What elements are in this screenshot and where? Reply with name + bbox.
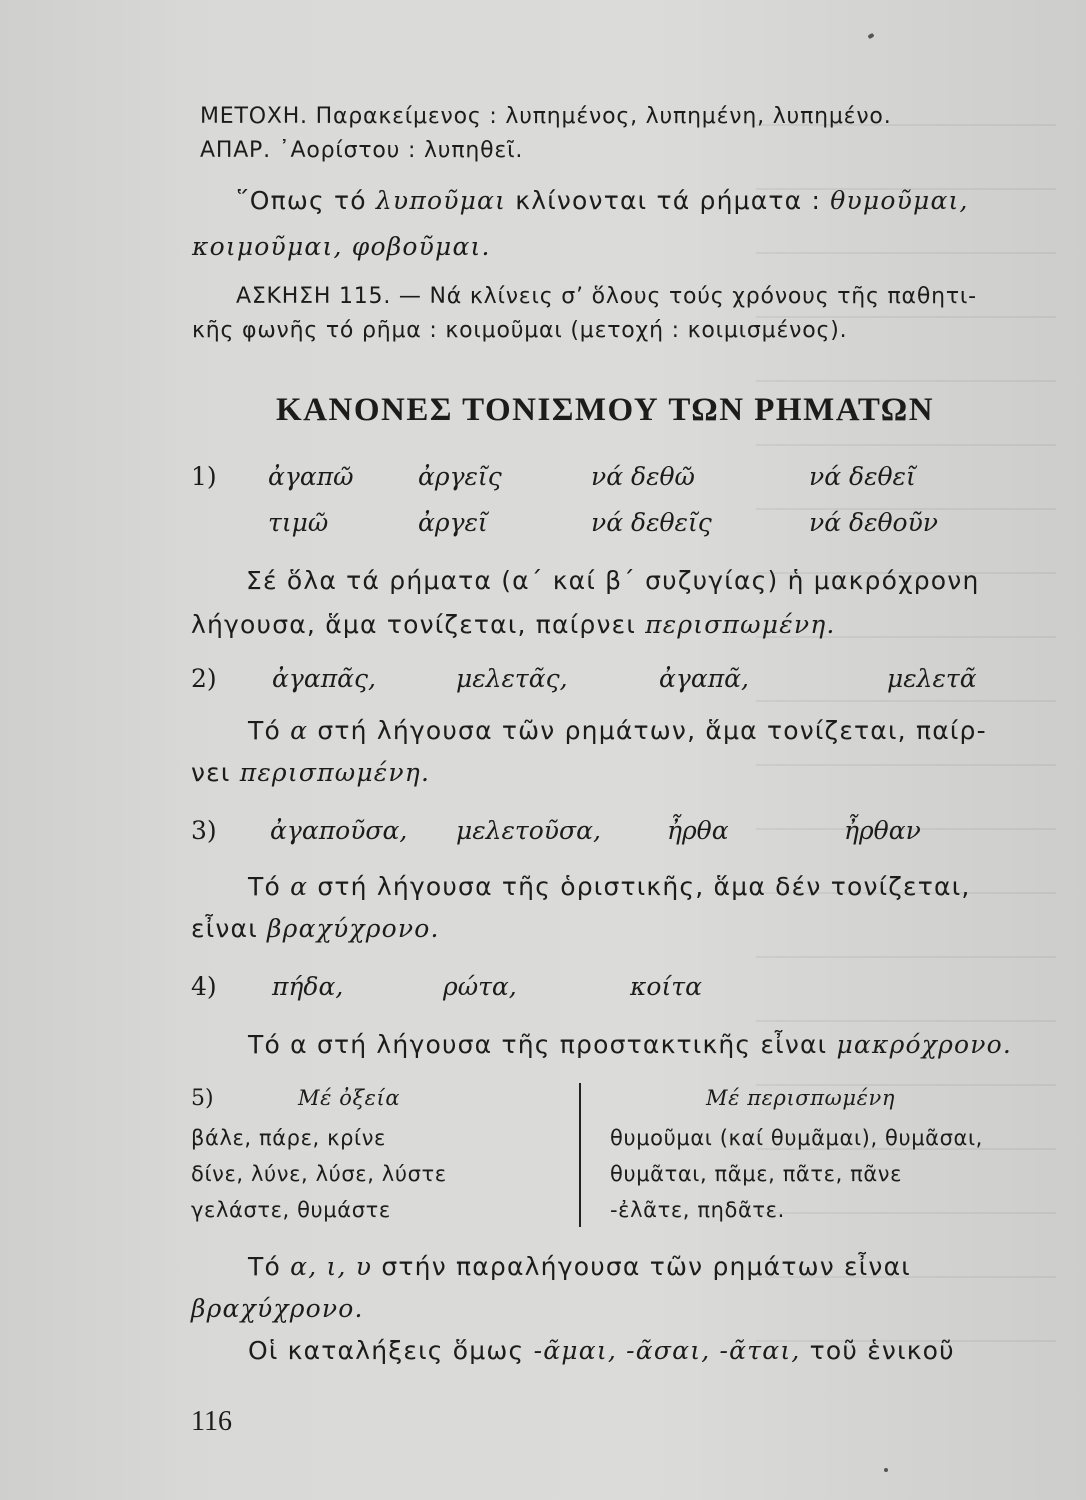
- rule3-text-2: [191, 914, 440, 943]
- rule5-right-line: θυμᾶται, πᾶμε, πᾶτε, πᾶνε: [610, 1162, 903, 1186]
- opos-italic-verb-2: θυμοῦμαι,: [830, 186, 969, 215]
- rule1-word: νά δεθοῦν: [809, 508, 938, 537]
- rule2-number: 2): [191, 664, 217, 693]
- rule2-word: ἀγαπᾶ,: [659, 664, 749, 693]
- closing-text-3c: τοῦ ἑνικοῦ: [800, 1336, 955, 1365]
- rule1-word: τιμῶ: [268, 508, 329, 537]
- rule5-left-line: βάλε, πάρε, κρίνε: [191, 1126, 386, 1150]
- rule2-text-1a: Τό: [248, 716, 291, 745]
- opos-italic-verb: λυποῦμαι: [375, 186, 507, 215]
- column-divider: [579, 1083, 581, 1227]
- rule3-text-1: [248, 872, 971, 901]
- rule1-word: ἀργεῖς: [418, 462, 502, 491]
- closing-text-3a: Οἱ καταλήξεις ὅμως: [248, 1336, 534, 1365]
- rule5-left-line: δίνε, λύνε, λύσε, λύστε: [191, 1162, 447, 1186]
- rule5-number: 5): [191, 1086, 214, 1111]
- metochi-line: ΜΕΤΟΧΗ. Παρακείμενος : λυπημένος, λυπημένη, λυπημένο.: [200, 104, 892, 129]
- rule1-word: νά δεθεῖ: [809, 462, 916, 491]
- rule2-word: ἀγαπᾶς,: [272, 664, 376, 693]
- opos-text: ῞Οπως τό: [236, 186, 376, 215]
- closing-line-3: [248, 1336, 955, 1365]
- rule1-italic: περισπωμένη.: [645, 610, 836, 639]
- opos-line: [236, 186, 969, 215]
- closing-italic-endings: -ᾶμαι, -ᾶσαι, -ᾶται,: [533, 1336, 801, 1365]
- rule3-text-1a: Τό: [248, 872, 291, 901]
- rule4-italic: μακρόχρονο.: [836, 1030, 1013, 1059]
- rule3-text-1c: στή λήγουσα τῆς ὁριστικῆς, ἅμα δέν τονίζεται,: [308, 872, 971, 901]
- page-number: 116: [191, 1406, 232, 1437]
- closing-text-1a: Τό: [248, 1252, 291, 1281]
- rule3-italic-a: α: [290, 872, 309, 901]
- closing-line-2: βραχύχρονο.: [191, 1294, 364, 1323]
- rule4-word: κοίτα: [630, 972, 702, 1001]
- rule1-number: 1): [191, 462, 217, 491]
- section-heading: ΚΑΝΟΝΕΣ ΤΟΝΙΣΜΟΥ ΤΩΝ ΡΗΜΑΤΩΝ: [276, 392, 935, 428]
- rule2-text-1: [248, 716, 987, 745]
- rule1-text-2a: λήγουσα, ἅμα τονίζεται, παίρνει: [191, 610, 646, 639]
- rule3-word: μελετοῦσα,: [456, 816, 601, 845]
- rule3-text-2a: εἶναι: [191, 914, 268, 943]
- rule1-text-1: Σέ ὅλα τά ρήματα (α΄ καί β΄ συζυγίας) ἡ μακρόχρονη: [246, 566, 980, 595]
- rule2-word: μελετᾶς,: [456, 664, 568, 693]
- rule5-right-header: Μέ περισπωμένη: [706, 1086, 896, 1110]
- koimoumai-line: κοιμοῦμαι, φοβοῦμαι.: [192, 232, 491, 261]
- rule2-italic-a: α: [290, 716, 309, 745]
- closing-line-1: [248, 1252, 911, 1281]
- rule5-left-line: γελάστε, θυμάστε: [191, 1198, 391, 1222]
- rule1-word: ἀγαπῶ: [268, 462, 354, 491]
- opos-text-2: κλίνονται τά ρήματα :: [506, 186, 831, 215]
- rule3-word: ἦρθα: [667, 816, 729, 845]
- askisi-line-2: κῆς φωνῆς τό ρῆμα : κοιμοῦμαι (μετοχή : κοιμισμένος).: [192, 318, 848, 343]
- rule2-text-1c: στή λήγουσα τῶν ρημάτων, ἅμα τονίζεται, παίρ-: [308, 716, 987, 745]
- rule5-left-header: Μέ ὀξεία: [298, 1086, 401, 1110]
- rule4-word: πήδα,: [272, 972, 344, 1001]
- rule1-word: νά δεθῶ: [591, 462, 695, 491]
- askisi-line-1: ΑΣΚΗΣΗ 115. — Νά κλίνεις σ’ ὅλους τούς χρόνους τῆς παθητι-: [236, 284, 977, 309]
- rule4-text-a: Τό α στή λήγουσα τῆς προστακτικῆς εἶναι: [248, 1030, 837, 1059]
- apar-line: ΑΠΑΡ. ᾽Αορίστου : λυπηθεῖ.: [200, 138, 524, 163]
- rule2-italic: περισπωμένη.: [239, 758, 431, 787]
- rule2-text-2: [191, 758, 430, 787]
- closing-text-1c: στήν παραλήγουσα τῶν ρημάτων εἶναι: [372, 1252, 911, 1281]
- rule5-right-line: -ἐλᾶτε, πηδᾶτε.: [610, 1198, 785, 1222]
- rule4-number: 4): [191, 972, 217, 1001]
- rule1-word: ἀργεῖ: [418, 508, 488, 537]
- rule4-word: ρώτα,: [443, 972, 517, 1001]
- rule5-right-line: θυμοῦμαι (καί θυμᾶμαι), θυμᾶσαι,: [610, 1126, 983, 1150]
- rule1-word: νά δεθεῖς: [591, 508, 712, 537]
- rule3-italic: βραχύχρονο.: [267, 914, 440, 943]
- rule3-number: 3): [191, 816, 217, 845]
- rule4-text: [248, 1030, 1012, 1059]
- closing-italic-vowels: α, ι, υ: [290, 1252, 373, 1281]
- rule1-text-2: [191, 610, 836, 639]
- rule2-word: μελετᾶ: [887, 664, 977, 693]
- ink-dot: [884, 1468, 888, 1472]
- rule3-word: ἦρθαν: [844, 816, 921, 845]
- rule2-text-2a: νει: [191, 758, 240, 787]
- rule3-word: ἀγαποῦσα,: [270, 816, 408, 845]
- ink-mark: [867, 33, 874, 39]
